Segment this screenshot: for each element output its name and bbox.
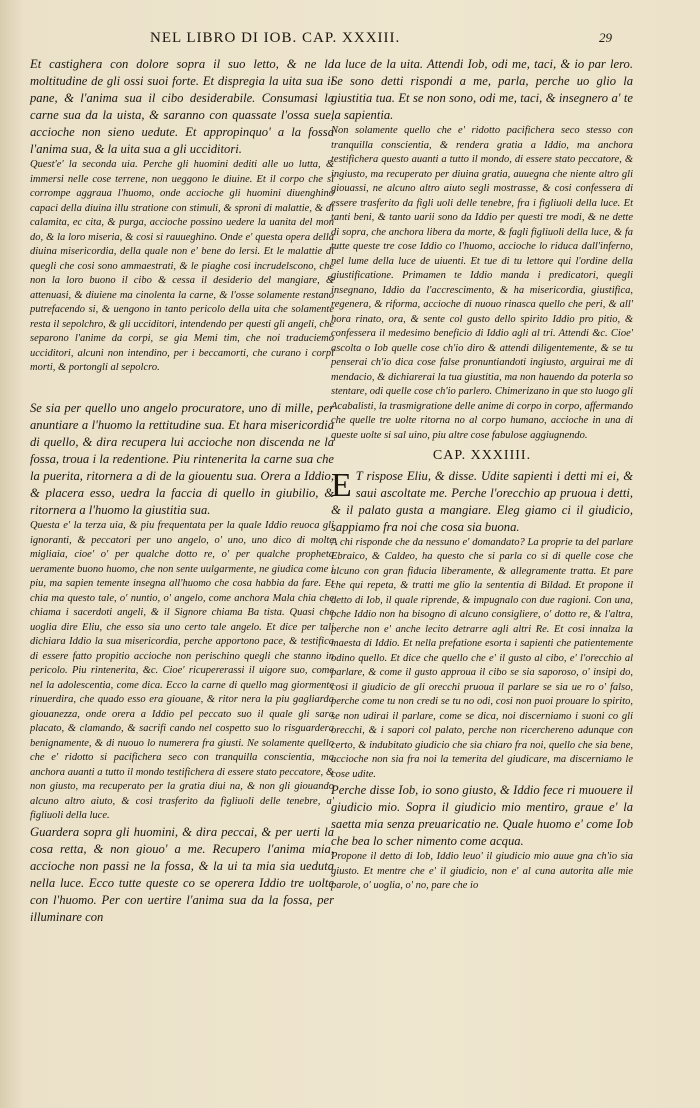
commentary-paragraph: Propone il detto di Iob, Iddio leuo' il giudicio mio auue gna ch'io sia giusto. Et mentre che e' il giudicio, non e' al cuna autorita alle mie parole, o' uoglia, o' no, pare che io bbox=[331, 851, 633, 891]
running-head: NEL LIBRO DI IOB. CAP. XXXIII. bbox=[150, 30, 401, 46]
chapter-heading: CAP. XXXIIII. bbox=[432, 448, 532, 463]
right-column bbox=[331, 56, 633, 894]
verse-paragraph: Perche disse Iob, io sono giusto, & Iddio fece ri muouere il giudicio mio. Sopra il giudicio mio mentiro, graue e' la saetta mia senza preuaricatio ne. Quale huomo e' come Iob che bea lo scher nimento come acqua. bbox=[331, 783, 633, 848]
verse-paragraph bbox=[331, 468, 633, 536]
verse-text: T rispose Eliu, & disse. Udite sapienti i detti mi ei, & saui ascoltate me. Perche l'orecchio ap pruoua i detti, & il palato gusta a mangiare. Eleg giamo ci il giudicio, sappiamo fra noi che cosa sia buona. bbox=[331, 468, 633, 534]
verse-paragraph: la luce de la uita. Attendi Iob, odi me, taci, & io par lero. Se sono detti rispondi a me, parla, perche uo glio la giustitia tua. Et se non sono, odi me, taci, & insegnero a' te la sapientia. bbox=[331, 57, 633, 122]
left-column-top bbox=[30, 56, 334, 376]
page-number: 29 bbox=[599, 30, 612, 45]
commentary-paragraph: Quest'e' la seconda uia. Perche gli huomini dediti alle uo lutta, & immersi nelle cose terrene, non ueggono le diuine. Et il corpo che si corrompe aggraua l'huomo, onde accioche gli huomini diuenghino capaci della diuina illu stratione con stimuli, & sproni di malattie, & di calamita, ec cita, & purga, accioche possino uedere la uanita del mon do, & la loro miseria, & cosi si rauueghino. Onde e' questa opera della diuina misericordia, della quale non e' bene do lersi. Et le malattie di quegli che cosi sono ammaestrati, & le piaghe cosi incrudelscono, che non la loro buono il cibo & cessa il desiderio del mangiare, & attenuasi, & diuiene ma cinolenta la carne, & l'osse solamente restano putrefacendo si, & uengono in tanto pericolo della uita che solamente resta il sepolchro, & gli ucciditori, intendendo per questi gli angeli, che separono l'anime da corpi, se gia Memi tim, che noi traduciemo ucciditori, alcuni non intendino, per i beccamorti, che curano i corpi morti, & portongli al sepolcro. bbox=[30, 159, 334, 373]
commentary-paragraph: Non solamente quello che e' ridotto pacifichera seco stesso con tranquilla conscientia, & rendera gratia a Iddio, ma anchora testifichera questo auanti a tutto il mondo, di essere stato peccatore, & ingiusto, ma recuperato per diuina gratia, auuegna che niente altro gli giouassi, ne alcuno altro aiuto segli mostrasse, & cosi confessera di essere trasferito da figli uoli delle tenebre, fra i figliuoli della luce. Et tanti beni, & tanto uarii sono da Iddio per questi tre modi, & ne dette di sopra, che anchora libera da morte, & fagli figliuoli della luce, & fa tutte queste tre cose Iddio co l'huomo, accioche lo riduca dall'inferno, nel lume della luce de uiuenti. Et tue di tu lettore qui l'ordine della giustificatione. Primamen te Iddio manda i predicatori, quegli insegnano, Iddio da l'accrescimento, & ha misericordia, giustifica, regenera, & riforma, accioche di nuouo rinasca quello che peri, & all' hora rinato, ora, & sente col gusto dello spirito Iddio pro pitio, & confessera il medesimo beneficio di Iddio agli al tri. Attendi &c. Cioe' ascolta o Iob quelle cose ch'io diro & attendi diligentemente, & se tu penserai ch'io dica cose false pronuntiandoti ingiusto, arguirai me di mendacio, & dichiarerai la tua giustitia, ma non hauendo da poterla so stentare, odi quelle cose ch'io parlero. Chimerizano in que sto luogo gli Acabalisti, la trasmigratione delle anime di corpo in corpo, affermando che quelle tre uolte ritorna no al corpo humano, accioche in una di queste uolte si sal uino, piu altre cose fabulose aggiugnendo. bbox=[331, 125, 633, 441]
page-header bbox=[0, 30, 700, 54]
left-column-bottom bbox=[30, 400, 334, 926]
commentary-paragraph: Questa e' la terza uia, & piu frequentata per la quale Iddio reuoca gli ignoranti, & peccatori per uno angelo, o' uno, uno dico di molte migliaia, cioe' o' per qualche dotto re, o' per qualche propheta ueramente buono huomo, che non sente uulgarmente, ne giudica come i piu, ma sapien temente insegna all'huomo che cosa habbia da fare. Et chia ma questo tale, o' nuntio, o' angelo, come anchora Mala chia che chiama i sacerdoti angeli, & il Signore chiama Ba tista. Quasi che uoglia dire Eliu, che esso sia uno certo tale angelo. Et dice per tali dichiara Iddio la sua misericordia, perche apportono pace, & testifica di essere fatto propitio accioche non perischino quegli che stanno in pericolo. Piu rintenerita, &c. Cioe' ricupererassi il uigore suo, come nel la adolescentia, come dica. Ecco la carne di quello mag giormente rinuerdira, che quado esso era giouane, & ritor nera la piu gagliarda giouanezza, onde orera a Iddio pel peccato suo il quale gli sara placato, & clamando, & sacrifi cando nel cospetto suo lo risguardera benignamente, & di nuouo lo numerera fra giusti. Ne solamente quello che e' ridotto si pacifichera seco con tranquilla conscientia, ma anchora auanti a tutto il mondo testifichera di essere stato peccatore, & non giusto, ma recuperato per la gratia diui na, & non gli giouando alcuno altro aiuto, & cosi trasferito da figliuoli delle tenebre, a' figliuoli della luce. bbox=[30, 520, 334, 821]
verse-paragraph: Guardera sopra gli huomini, & dira peccai, & per uerti la cosa retta, & non giouo' a me. Recupero l'anima mia, accioche non passi ne la fossa, & la ui ta mia sia ueduta nella luce. Ecco tutte queste co se operera Iddio tre uolte con l'huomo. Per con uertire l'anima sua da la fossa, per illuminare con bbox=[30, 824, 334, 924]
drop-cap: E bbox=[331, 466, 352, 504]
verse-paragraph: Se sia per quello uno angelo procuratore, uno di mille, per anuntiare a l'huomo la rettitudine sua. Et hara misericordia di quello, & dira recupera lui accioche non discenda ne la fossa, troua i la redentione. Piu rintenerita la carne sua che la puerita, ritornera a di de la giouentu sua. Orera a Iddio, & placera esso, uedra la faccia di quello in giubilio, & ritornera a l'huomo la giustitia sua. bbox=[30, 401, 334, 517]
commentary-paragraph: A chi risponde che da nessuno e' domandato? La proprie ta del parlare Ebraico, & Caldeo, ha questo che si parla co si di quelle cose che alcuno con gran fiducia liberamente, & allegramente tratta. Et pare che qui repeta, & tratti me glio la sententia di Bildad. Et propone il detto di Iob, il quale riprende, & impugnalo con due ragioni. Con una, pche Iddio non ha bisogno di alcuno consigliere, o' dotto re, & l'altra, perche non e' anche lecito detrarre agli altri Re. Et cosi innalza la maesta di Iddio. Et nella prefatione esorta i sapienti che patientemente odino quello. Et dice che quello che e' il gusto al cibo, e' l'orecchio al parlare, & come il gusto approua il cibo se sia saporoso, o' insipi do, cosi il giudicio de gli orecchi pruoua il parlare se sia ue ro o' falso, perche come tu non credi se tu no odi, cosi non puoi prouare lo spirito, se non udirai il parlare, come se dica, noi discerniamo i suoni co gli orecchi, & i sapori col palato, perche non ricerchereno adunque con certo, & indubitato giudicio che sia chiaro fra noi, quello che sia bene, accioche non sia fra noi la temerita del giudicare, ma discerniamo le cose udite. bbox=[331, 536, 633, 780]
verse-paragraph: Et castighera con dolore sopra il suo letto, & ne la moltitudine de gli ossi suoi forte. Et dispregia la uita sua il pane, & l'anima sua il cibo desiderabile. Consumasi la carne sua da la uista, & saranno con quassate l'ossa sue, accioche non sieno uedute. Et appropinquo' a la fossa l'anima sua, & la uita sua a gli ucciditori. bbox=[30, 57, 334, 156]
